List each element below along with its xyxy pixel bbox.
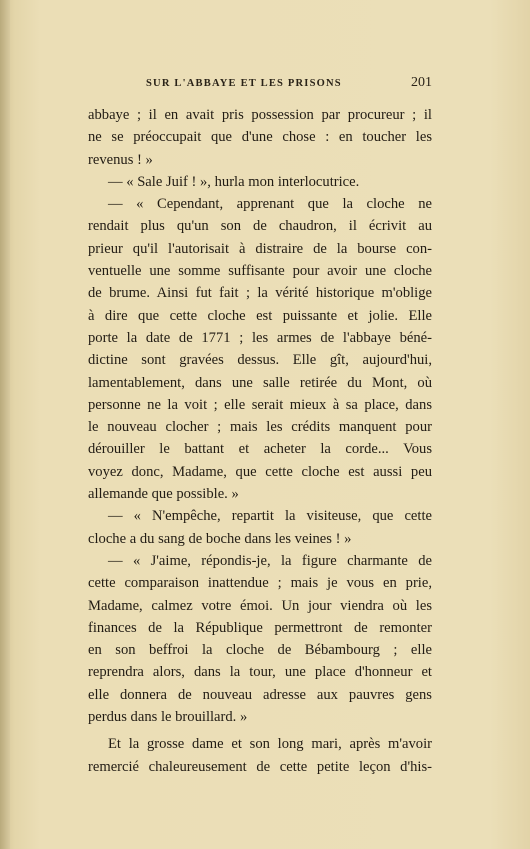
text-line: de brume. Ainsi fut fait ; la vérité historique m'oblige (88, 285, 432, 302)
page-number: 201 (411, 75, 432, 90)
text-line: allemande que possible. » (88, 486, 239, 503)
text-line: rendait plus qu'un son de chaudron, il écrivit au (88, 218, 432, 235)
text-line: dérouiller le battant et acheter la corde... Vous (88, 441, 432, 458)
text-line: ventuelle une somme suffisante pour avoir une cloche (88, 263, 432, 280)
text-line: dictine sont gravées dessus. Elle gît, aujourd'hui, (88, 352, 432, 369)
text-line: — « J'aime, répondis-je, la figure charmante de (108, 552, 432, 569)
text-line: cloche a du sang de boche dans les veines ! » (88, 530, 352, 547)
text-line: perdus dans le brouillard. » (88, 709, 248, 726)
text-line: — « Cependant, apprenant que la cloche ne (108, 196, 432, 213)
text-line: abbaye ; il en avait pris possession par procureur ; il (88, 107, 432, 123)
text-line: personne ne la voit ; elle serait mieux à sa place, dans (88, 396, 432, 413)
text-line: ne se préoccupait que d'une chose : en toucher les (88, 129, 432, 146)
text-line: en son beffroi la cloche de Bébambourg ; elle (88, 642, 432, 659)
text-line: reprendra alors, dans la tour, une place d'honneur et (88, 664, 432, 681)
text-line: le nouveau clocher ; mais les crédits manquent pour (88, 419, 432, 436)
text-line: à dire que cette cloche est puissante et jolie. Elle (88, 307, 432, 324)
text-line: prieur qu'il l'autorisait à distraire de la bourse con- (88, 240, 432, 257)
text-line: Et la grosse dame et son long mari, après m'avoir (108, 736, 432, 753)
text-line: lamentablement, dans une salle retirée du Mont, où (88, 374, 432, 391)
text-line: voyez donc, Madame, que cette cloche est aussi peu (88, 463, 432, 480)
text-line: porte la date de 1771 ; les armes de l'abbaye béné- (88, 329, 432, 346)
text-line: remercié chaleureusement de cette petite leçon d'his- (88, 758, 432, 775)
text-line: — « N'empêche, repartit la visiteuse, que cette (108, 508, 432, 525)
text-line: elle donnera de nouveau adresse aux pauvres gens (88, 686, 432, 703)
text-line: cette comparaison inattendue ; mais je vous en prie, (88, 575, 432, 592)
body-text (88, 104, 432, 778)
running-title: SUR L'ABBAYE ET LES PRISONS (146, 78, 342, 89)
text-line: finances de la République permettront de remonter (88, 619, 432, 636)
text-line: revenus ! » (88, 151, 153, 168)
page-gutter (0, 0, 10, 849)
text-line: — « Sale Juif ! », hurla mon interlocutrice. (108, 173, 360, 190)
text-line: Madame, calmez votre émoi. Un jour viendra où les (88, 597, 432, 614)
page-header (88, 76, 432, 96)
